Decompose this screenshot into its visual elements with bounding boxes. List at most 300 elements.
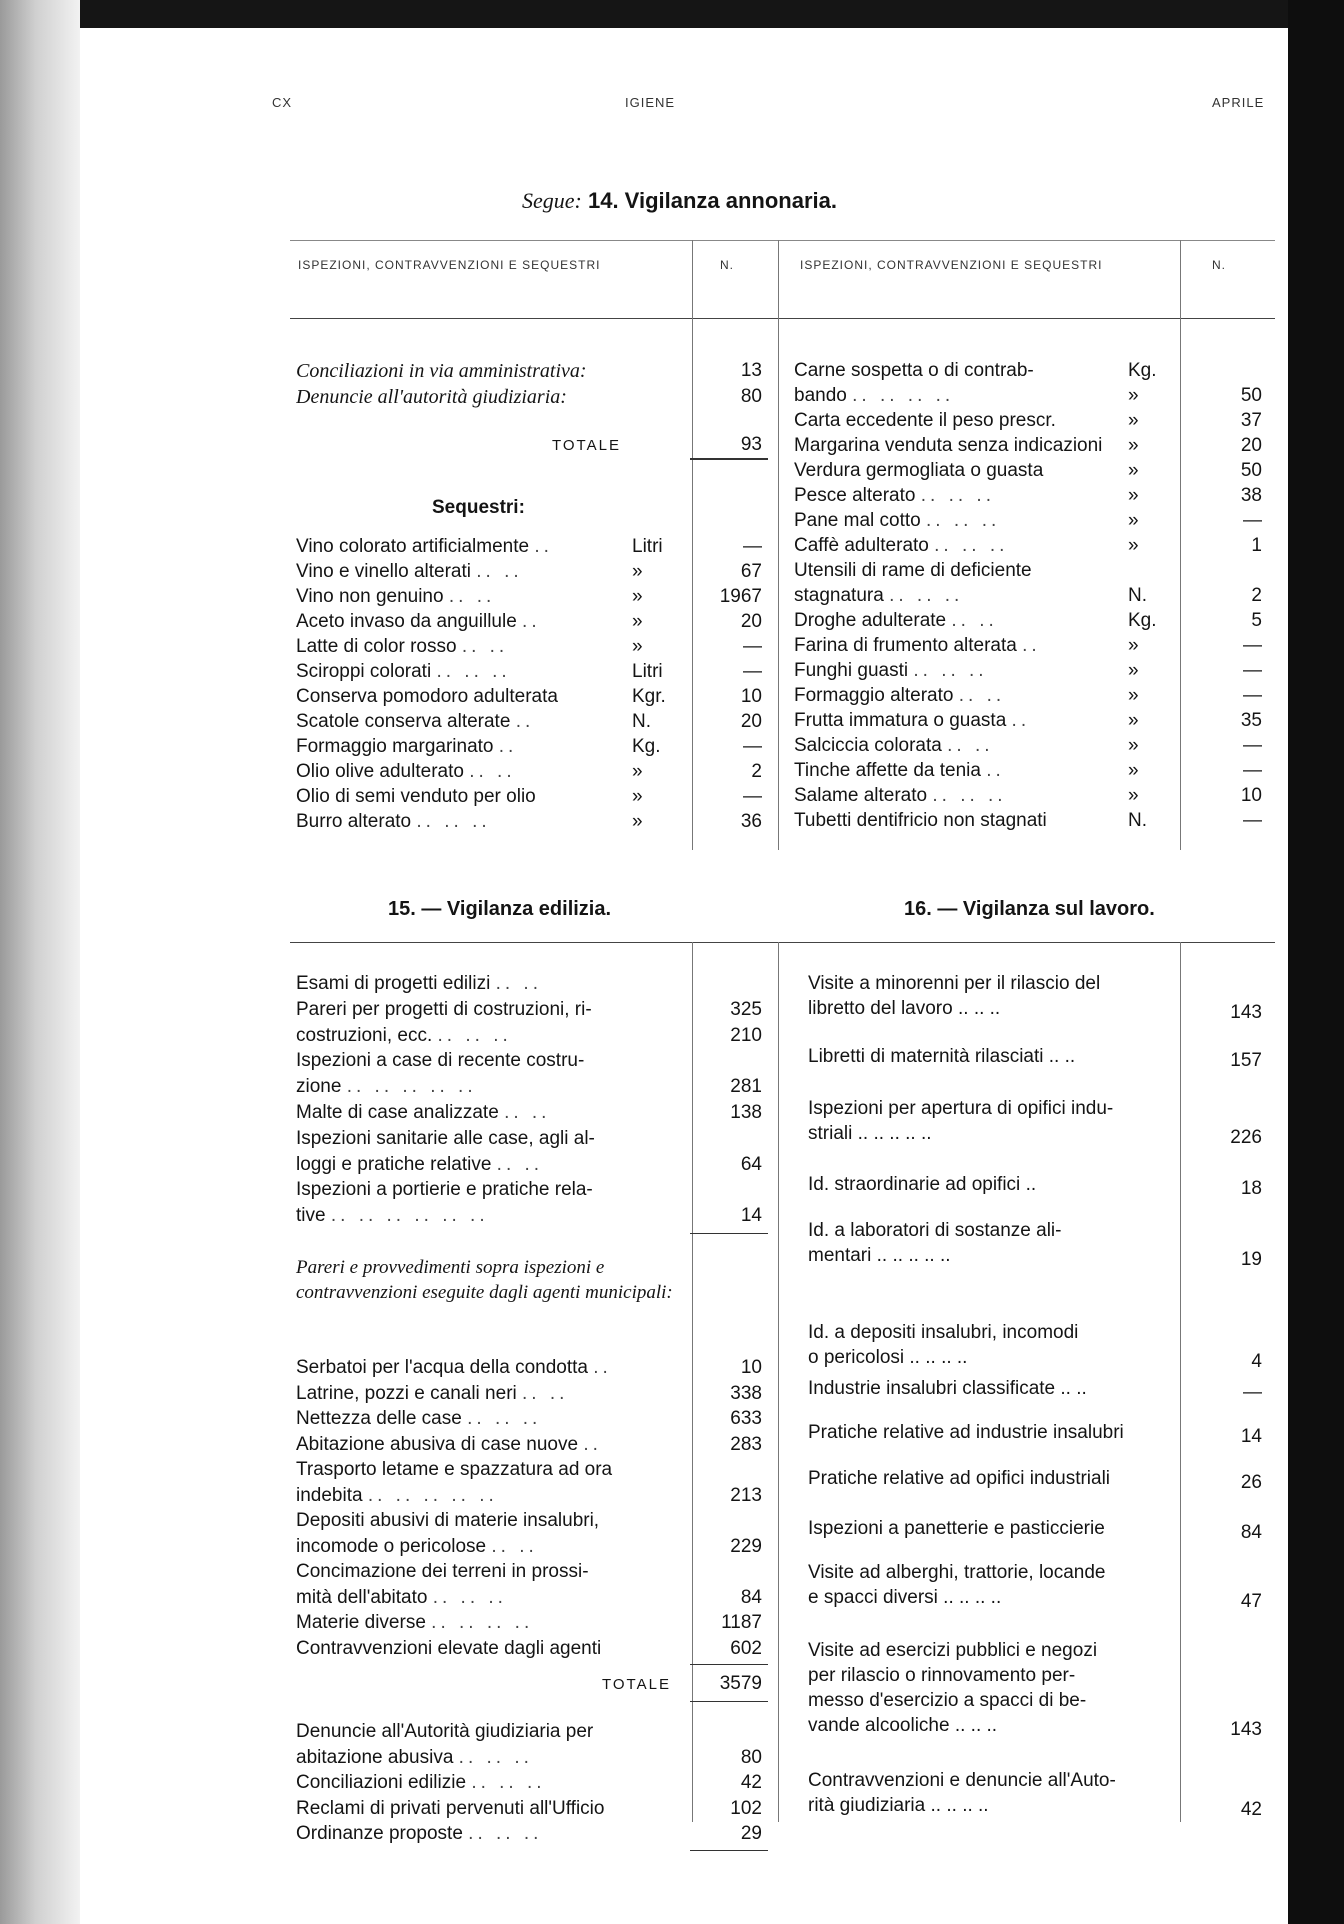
row-label	[296, 1102, 676, 1124]
table-row	[794, 610, 1268, 635]
row-unit: Kg.	[1128, 610, 1157, 631]
row-value: 10	[740, 686, 762, 707]
row-label	[296, 611, 631, 633]
leader-dots: ..	[534, 536, 553, 557]
row-unit: »	[1128, 710, 1139, 731]
row-label	[794, 410, 1124, 432]
row-label	[296, 1408, 676, 1430]
page-number: CX	[272, 95, 293, 110]
row-label-text: Conciliazioni in via amministrativa:	[296, 360, 587, 382]
table-row	[296, 1823, 766, 1848]
leader-dots: ..	[986, 760, 1005, 781]
leader-dots: .. .. ..	[926, 510, 1001, 531]
table-row	[296, 536, 766, 561]
table14-col-divider-2	[778, 240, 779, 850]
row-label	[296, 1536, 676, 1558]
table-row	[296, 1408, 766, 1433]
row-value: 210	[730, 1024, 762, 1046]
row-label	[794, 385, 1124, 407]
table15-total-rule-bottom	[690, 1701, 768, 1702]
row-label-text: Carta eccedente il peso prescr.	[794, 410, 1056, 431]
row-label	[794, 635, 1124, 657]
row-value: 50	[1240, 460, 1262, 481]
leader-dots: .. ..	[461, 636, 509, 657]
leader-dots: .. .. .. .. ..	[876, 1245, 951, 1266]
tables-middle-divider	[778, 942, 779, 1822]
item-value: 143	[1230, 1719, 1262, 1740]
table-row	[794, 510, 1268, 535]
item-line-text: messo d'esercizio a spacci di be-	[808, 1690, 1087, 1711]
row-value: 602	[730, 1637, 762, 1659]
table-row	[296, 1025, 766, 1050]
row-label	[296, 1823, 676, 1845]
row-value: —	[743, 786, 762, 807]
table15-subtotal-rule	[690, 1233, 768, 1234]
leader-dots: .. ..	[958, 685, 1006, 706]
table-row	[296, 1128, 766, 1153]
leader-dots: .. ..	[495, 973, 542, 994]
leader-dots: .. .. ..	[889, 585, 964, 606]
item-line-text: Pratiche relative ad industrie insalubri	[808, 1422, 1124, 1443]
row-value: 2	[751, 761, 762, 782]
row-label	[296, 786, 631, 808]
row-label	[296, 1434, 676, 1456]
leader-dots: ..	[522, 611, 541, 632]
leader-dots: .. ..	[951, 610, 998, 631]
leader-dots: ..	[583, 1433, 602, 1455]
row-value: 10	[1240, 785, 1262, 806]
row-value: 14	[740, 1205, 762, 1227]
table-row	[296, 973, 766, 998]
row-label-text: Pesce alterato	[794, 485, 916, 506]
row-label-text: Serbatoi per l'acqua della condotta	[296, 1357, 588, 1378]
row-value: —	[1243, 735, 1262, 756]
row-unit: Kg.	[1128, 360, 1157, 381]
row-label-text: Farina di frumento alterata	[794, 635, 1017, 656]
item-line-text: Libretti di maternità rilasciati	[808, 1046, 1044, 1067]
row-value: 80	[740, 386, 762, 407]
item-value: 42	[1240, 1799, 1262, 1820]
item-line	[808, 1174, 1188, 1199]
leader-dots: .. .. ..	[920, 485, 995, 506]
leader-dots: .. ..	[1060, 1378, 1087, 1399]
row-value: 281	[730, 1076, 762, 1098]
table-row	[296, 1772, 766, 1797]
row-label	[296, 1561, 676, 1583]
row-label-text: Reclami di privati pervenuti all'Ufficio	[296, 1797, 605, 1819]
row-label	[296, 1383, 676, 1405]
leader-dots: .. ..	[504, 1102, 551, 1123]
row-unit: N.	[1128, 810, 1147, 831]
row-label-text: Latte di color rosso	[296, 636, 457, 657]
leader-dots: ..	[1011, 710, 1031, 731]
row-unit: N.	[1128, 585, 1147, 606]
item-line	[808, 1690, 1188, 1715]
row-label-text: indebita	[296, 1484, 363, 1506]
row-label	[296, 1050, 676, 1072]
item-line	[808, 1322, 1188, 1347]
row-label-text: stagnatura	[794, 585, 884, 606]
row-label-text: Denuncie all'autorità giudiziaria:	[296, 386, 567, 408]
row-label	[296, 999, 676, 1021]
row-value: 5	[1251, 610, 1262, 631]
table-row	[296, 1587, 766, 1612]
row-label-text: Conciliazioni edilizie	[296, 1772, 467, 1793]
table-row	[296, 1434, 766, 1459]
row-label-text: Conserva pomodoro adulterata	[296, 686, 558, 707]
sequestri-heading: Sequestri:	[432, 497, 525, 518]
row-unit: »	[1128, 485, 1139, 506]
row-value: 50	[1240, 385, 1262, 406]
row-unit: »	[632, 561, 643, 582]
item-line-text: vande alcooliche	[808, 1715, 950, 1736]
row-label	[794, 810, 1124, 832]
table-row	[794, 535, 1268, 560]
row-value: 80	[740, 1746, 762, 1768]
leader-dots: .. .. ..	[913, 660, 988, 681]
row-label-text: Materie diverse	[296, 1612, 426, 1633]
table-row	[296, 1485, 766, 1510]
table-row	[296, 1459, 766, 1484]
row-unit: »	[1128, 435, 1139, 456]
row-label	[296, 1747, 676, 1769]
leader-dots: .. .. ..	[934, 535, 1009, 556]
row-value: 67	[740, 561, 762, 582]
leader-dots: .. .. .. ..	[930, 1795, 989, 1816]
row-label	[794, 435, 1124, 457]
leader-dots: .. .. .. ..	[943, 1587, 1002, 1608]
table-row	[794, 810, 1268, 835]
row-value: 64	[740, 1153, 762, 1175]
row-label-text: bando	[794, 385, 847, 406]
item-value: 143	[1230, 1002, 1262, 1023]
row-value: 338	[730, 1382, 762, 1404]
row-label	[296, 811, 631, 833]
row-label-text: Nettezza delle case	[296, 1408, 462, 1429]
row-value: 20	[740, 711, 762, 732]
row-label-text: zione	[296, 1076, 342, 1098]
row-value: 20	[1240, 435, 1262, 456]
row-value: 37	[1240, 410, 1262, 431]
leader-dots: .. ..	[947, 735, 994, 756]
table-row	[296, 1205, 766, 1230]
table-row	[794, 385, 1268, 410]
row-label-text: Malte di case analizzate	[296, 1102, 499, 1123]
row-label	[296, 1357, 676, 1379]
table-row	[794, 635, 1268, 660]
row-value: 1	[1251, 535, 1262, 556]
item-line-text: Id. a laboratori di sostanze ali-	[808, 1220, 1062, 1241]
table-row	[296, 761, 766, 786]
item-line	[808, 1770, 1188, 1795]
item-line-text: libretto del lavoro	[808, 998, 953, 1019]
row-label	[296, 636, 631, 658]
item-line	[808, 973, 1188, 998]
row-label-text: Trasporto letame e spazzatura ad ora	[296, 1459, 613, 1480]
leader-dots: .. .. .. ..	[431, 1612, 534, 1633]
item-line-text: Pratiche relative ad opifici industriali	[808, 1468, 1111, 1489]
row-label-text: Concimazione dei terreni in prossi-	[296, 1561, 589, 1582]
item-line-text: Visite ad esercizi pubblici e negozi	[808, 1640, 1098, 1661]
row-value: 283	[730, 1433, 762, 1455]
col-header-left: ISPEZIONI, CONTRAVVENZIONI E SEQUESTRI	[298, 258, 601, 272]
row-label-text: Salame alterato	[794, 785, 928, 806]
leader-dots: .. .. ..	[416, 811, 491, 832]
total-row	[296, 1673, 766, 1698]
table-row	[794, 660, 1268, 685]
row-label	[794, 660, 1124, 682]
table-row	[296, 1102, 766, 1127]
table-row	[296, 1050, 766, 1075]
table-row	[296, 1154, 766, 1179]
leader-dots: .. .. .. .. ..	[367, 1484, 498, 1506]
row-unit: »	[632, 611, 643, 632]
row-value: —	[1243, 810, 1262, 831]
row-label	[794, 785, 1124, 807]
leader-dots: .. .. ..	[954, 1715, 998, 1736]
table-row	[296, 1357, 766, 1382]
section-14-heading: 14. Vigilanza annonaria.	[587, 188, 837, 213]
item-line-text: Ispezioni per apertura di opifici indu-	[808, 1098, 1114, 1119]
row-label	[296, 386, 676, 409]
table-row	[794, 735, 1268, 760]
leader-dots: .. .. ..	[957, 998, 1001, 1019]
leader-dots: .. .. ..	[436, 661, 511, 682]
leader-dots: .. .. ..	[468, 1823, 543, 1844]
row-label-text: Olio di semi venduto per olio	[296, 786, 536, 807]
row-label	[296, 686, 631, 708]
row-label-text: Utensili di rame di deficiente	[794, 560, 1032, 581]
row-label-text: loggi e pratiche relative	[296, 1153, 492, 1175]
row-unit: Kg.	[632, 736, 661, 757]
row-label	[296, 536, 631, 558]
total-value: 93	[740, 434, 762, 455]
row-label	[794, 560, 1124, 582]
row-label-text: costruzioni, ecc.	[296, 1024, 433, 1046]
row-label	[296, 1025, 676, 1047]
row-value: —	[743, 636, 762, 657]
item-line-text: mentari	[808, 1245, 872, 1266]
row-label	[296, 561, 631, 583]
row-unit: »	[1128, 535, 1139, 556]
row-label-text: Burro alterato	[296, 811, 412, 832]
table-row	[296, 1638, 766, 1663]
row-label	[296, 1205, 676, 1227]
running-head-month: APRILE	[1212, 95, 1265, 110]
table-row	[296, 1536, 766, 1561]
table-row	[794, 485, 1268, 510]
item-line-text: Contravvenzioni e denuncie all'Auto-	[808, 1770, 1116, 1791]
table15-end-rule	[690, 1850, 768, 1851]
item-line	[808, 1795, 1188, 1820]
row-label-text: Abitazione abusiva di case nuove	[296, 1433, 579, 1455]
item-line-text: per rilascio o rinnovamento per-	[808, 1665, 1076, 1686]
row-label-text: Verdura germogliata o guasta	[794, 460, 1044, 481]
row-label-text: Scatole conserva alterate	[296, 711, 511, 732]
row-label	[794, 610, 1124, 632]
item-line	[808, 1587, 1188, 1612]
row-label	[296, 761, 631, 783]
row-label-text: Ispezioni a portierie e pratiche rela-	[296, 1179, 593, 1201]
item-line	[808, 1640, 1188, 1665]
row-label-text: Vino non genuino	[296, 586, 444, 607]
item-line-text: Visite a minorenni per il rilascio del	[808, 973, 1101, 994]
scan-left-edge	[0, 0, 80, 1924]
leader-dots: ..	[515, 711, 535, 732]
row-value: —	[743, 736, 762, 757]
row-label	[794, 760, 1124, 782]
row-label-text: Vino e vinello alterati	[296, 561, 471, 582]
row-label-text: incomode o pericolose	[296, 1535, 487, 1557]
table-row	[296, 1510, 766, 1535]
leader-dots: ..	[593, 1357, 612, 1378]
item-line	[808, 1422, 1188, 1447]
section-14-title	[522, 188, 837, 214]
row-label-text: Caffè adulterato	[794, 535, 929, 556]
item-line	[808, 1518, 1188, 1543]
table-row	[794, 435, 1268, 460]
row-label-text: abitazione abusiva	[296, 1746, 454, 1768]
leader-dots: .. ..	[491, 1535, 538, 1557]
table-row	[296, 736, 766, 761]
row-unit: »	[1128, 735, 1139, 756]
item-line	[808, 1347, 1188, 1372]
item-line-text: e spacci diversi	[808, 1587, 938, 1608]
item-line	[808, 1715, 1188, 1740]
row-label	[794, 735, 1124, 757]
table-row	[296, 611, 766, 636]
row-label-text: mità dell'abitato	[296, 1586, 428, 1608]
row-label	[794, 510, 1124, 532]
item-line-text: Id. straordinarie ad opifici	[808, 1174, 1021, 1195]
row-unit: »	[1128, 460, 1139, 481]
leader-dots: .. .. ..	[432, 1586, 507, 1608]
row-value: 213	[730, 1484, 762, 1506]
row-label-text: Depositi abusivi di materie insalubri,	[296, 1510, 600, 1531]
table-row	[296, 1179, 766, 1204]
row-label	[296, 1798, 676, 1820]
row-label	[296, 1772, 676, 1794]
row-label	[794, 685, 1124, 707]
table14-top-rule	[290, 240, 1275, 241]
item-line-text: rità giudiziaria	[808, 1795, 926, 1816]
item-line	[808, 1098, 1188, 1123]
row-label-text: Margarina venduta senza indicazioni	[794, 435, 1103, 456]
leader-dots: .. .. .. .. ..	[346, 1076, 477, 1098]
item-value: 226	[1230, 1127, 1262, 1148]
table14-header-rule	[290, 318, 1275, 319]
row-value: 10	[740, 1357, 762, 1378]
row-unit: »	[632, 786, 643, 807]
table-row	[794, 785, 1268, 810]
total-value: 3579	[719, 1673, 762, 1694]
row-label-text: Vino colorato artificialmente	[296, 536, 530, 557]
item-line	[808, 1123, 1188, 1148]
table-row	[794, 710, 1268, 735]
item-line	[808, 1562, 1188, 1587]
conciliazioni-row	[296, 386, 766, 411]
table-row	[296, 586, 766, 611]
row-value: 2	[1251, 585, 1262, 606]
row-label-text: Olio olive adulterato	[296, 761, 464, 782]
item-value: 26	[1240, 1472, 1262, 1493]
row-label	[296, 1510, 676, 1532]
table-row	[296, 1798, 766, 1823]
row-label-text: Pane mal cotto	[794, 510, 921, 531]
table-row	[794, 360, 1268, 385]
row-value: —	[1243, 510, 1262, 531]
row-label	[296, 1154, 676, 1176]
leader-dots: .. .. .. .. ..	[857, 1123, 932, 1144]
leader-dots: .. .. ..	[471, 1772, 546, 1793]
table-row	[794, 760, 1268, 785]
conciliazioni-row	[296, 360, 766, 385]
item-value: 84	[1240, 1522, 1262, 1543]
row-label	[794, 460, 1124, 482]
row-label	[296, 661, 631, 683]
item-value: 157	[1230, 1050, 1262, 1071]
row-unit: N.	[632, 711, 651, 732]
row-label-text: Ispezioni sanitarie alle case, agli al-	[296, 1127, 595, 1149]
row-label	[296, 360, 676, 383]
table-row	[296, 786, 766, 811]
table-row	[296, 811, 766, 836]
item-line	[808, 1245, 1188, 1270]
row-label	[296, 1721, 676, 1743]
leader-dots: ..	[1022, 635, 1041, 656]
item-line	[808, 1220, 1188, 1245]
row-unit: »	[632, 811, 643, 832]
row-unit: Litri	[632, 661, 663, 682]
note-heading: Pareri e provvedimenti sopra ispezioni e contravvenzioni eseguite dagli agenti municipali:	[296, 1257, 673, 1303]
table-row	[296, 1383, 766, 1408]
row-label-text: Ispezioni a case di recente costru-	[296, 1050, 585, 1072]
table-row	[296, 686, 766, 711]
leader-dots: .. ..	[448, 586, 496, 607]
row-label-text: Formaggio alterato	[794, 685, 954, 706]
item-line	[808, 1378, 1188, 1403]
table-row	[296, 561, 766, 586]
item-value: 4	[1251, 1351, 1262, 1372]
table-row	[296, 1612, 766, 1637]
row-unit: »	[1128, 385, 1139, 406]
table-row	[296, 1561, 766, 1586]
row-unit: »	[1128, 760, 1139, 781]
row-label	[296, 711, 631, 733]
table-row	[296, 1747, 766, 1772]
row-label	[794, 535, 1124, 557]
table15-total-rule-top	[690, 1664, 768, 1665]
row-value: 102	[730, 1797, 762, 1819]
row-label-text: Aceto invaso da anguillule	[296, 611, 517, 632]
row-value: 138	[730, 1102, 762, 1123]
row-label	[794, 585, 1124, 607]
row-value: 29	[740, 1823, 762, 1844]
item-line	[808, 998, 1188, 1023]
table-row	[296, 999, 766, 1024]
item-line-text: Id. a depositi insalubri, incomodi	[808, 1322, 1079, 1343]
row-value: 84	[740, 1586, 762, 1608]
scan-top-edge	[0, 0, 1344, 28]
row-label-text: Sciroppi colorati	[296, 661, 432, 682]
table-row	[794, 460, 1268, 485]
row-value: 1187	[721, 1612, 762, 1633]
item-value: 14	[1240, 1426, 1262, 1447]
row-value: 42	[740, 1772, 762, 1793]
row-unit: »	[1128, 410, 1139, 431]
row-value: —	[743, 536, 762, 557]
row-label-text: Formaggio margarinato	[296, 736, 494, 757]
